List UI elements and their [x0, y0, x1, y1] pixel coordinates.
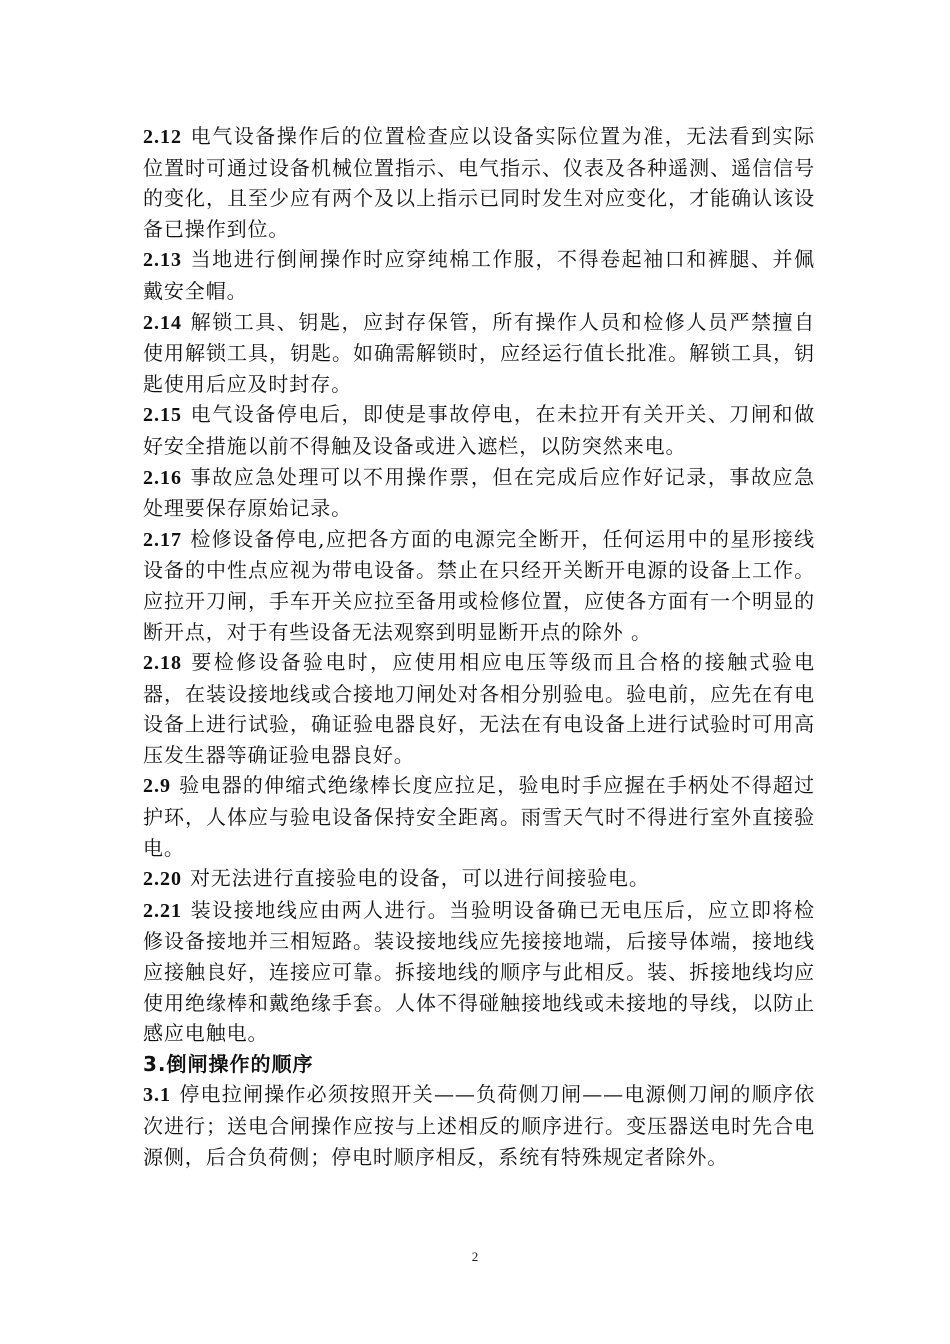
clause-text: 电气设备停电后，即使是事故停电，在未拉开有关开关、刀闸和做好安全措施以前不得触及设备或进入遮栏，以防突然来电。: [143, 402, 815, 458]
clause-text: 当地进行倒闸操作时应穿纯棉工作服，不得卷起袖口和裤腿、并佩戴安全帽。: [143, 247, 815, 303]
clause-text: 解锁工具、钥匙，应封存保管，所有操作人员和检修人员严禁擅自使用解锁工具，钥匙。如确需解锁时，应经运行值长批准。解锁工具，钥匙使用后应及时封存。: [143, 309, 815, 396]
clause-number: 2.9: [143, 775, 171, 798]
page-number: 2: [471, 1249, 479, 1264]
clause-text: 验电器的伸缩式绝缘棒长度应拉足，验电时手应握在手柄处不得超过护环，人体应与验电设备保持安全距离。雨雪天气时不得进行室外直接验电。: [143, 773, 815, 860]
clause-text: 检修设备停电,应把各方面的电源完全断开，任何运用中的星形接线设备的中性点应视为带电设备。禁止在只经开关断开电源的设备上工作。应拉开刀闸，手车开关应拉至备用或检修位置，应使各方面有一个明显的断开点，对于有些设备无法观察到明显断开点的除外 。: [143, 526, 815, 644]
clause-number: 2.13: [143, 249, 182, 272]
paragraph-2-20: [143, 863, 815, 895]
clause-number: 2.18: [143, 652, 182, 675]
clause-number: 2.15: [143, 404, 182, 427]
paragraph-2-16: [143, 462, 815, 524]
clause-number: 2.20: [143, 868, 182, 891]
clause-number: 2.17: [143, 528, 182, 551]
paragraph-2-17: [143, 524, 815, 647]
paragraph-3-1: [143, 1079, 815, 1172]
paragraph-2-15: [143, 399, 815, 461]
clause-text: 停电拉闸操作必须按照开关——负荷侧刀闸——电源侧刀闸的顺序依次进行；送电合闸操作应按与上述相反的顺序进行。变压器送电时先合电源侧，后合负荷侧；停电时顺序相反，系统有特殊规定者除外。: [143, 1082, 815, 1169]
clause-text: 电气设备操作后的位置检查应以设备实际位置为准，无法看到实际位置时可通过设备机械位置指示、电气指示、仪表及各种遥测、遥信信号的变化，且至少应有两个及以上指示已同时发生对应变化，才能确认该设备已操作到位。: [143, 124, 815, 241]
clause-number: 2.12: [143, 126, 182, 148]
clause-text: 对无法进行直接验电的设备，可以进行间接验电。: [190, 866, 650, 891]
paragraph-2-21: [143, 895, 815, 1049]
paragraph-2-12: [143, 121, 815, 244]
clause-text: 事故应急处理可以不用操作票，但在完成后应作好记录，事故应急处理要保存原始记录。: [143, 464, 815, 521]
clause-number: 2.21: [143, 899, 182, 922]
document-body: [143, 121, 815, 1172]
paragraph-2-14: [143, 307, 815, 400]
section-heading: 3.倒闸操作的顺序: [143, 1051, 314, 1076]
clause-text: 要检修设备验电时，应使用相应电压等级而且合格的接触式验电器，在装设接地线或合接地刀闸处对各相分别验电。验电前，应先在有电设备上进行试验，确证验电器良好，无法在有电设备上进行试验时可用高压发生器等确证验电器良好。: [143, 650, 815, 767]
paragraph-2-18: [143, 647, 815, 770]
clause-number: 2.16: [143, 466, 182, 489]
clause-number: 2.14: [143, 311, 182, 334]
clause-number: 3.1: [143, 1084, 171, 1107]
clause-text: 装设接地线应由两人进行。当验明设备确已无电压后，应立即将检修设备接地并三相短路。装设接地线应先接接地端，后接导体端，接地线应接触良好，连接应可靠。拆接地线的顺序与此相反。装、拆接地线均应使用绝缘棒和戴绝缘手套。人体不得碰触接地线或未接地的导线，以防止感应电触电。: [143, 897, 815, 1046]
paragraph-2-9: [143, 770, 815, 863]
paragraph-2-13: [143, 244, 815, 306]
